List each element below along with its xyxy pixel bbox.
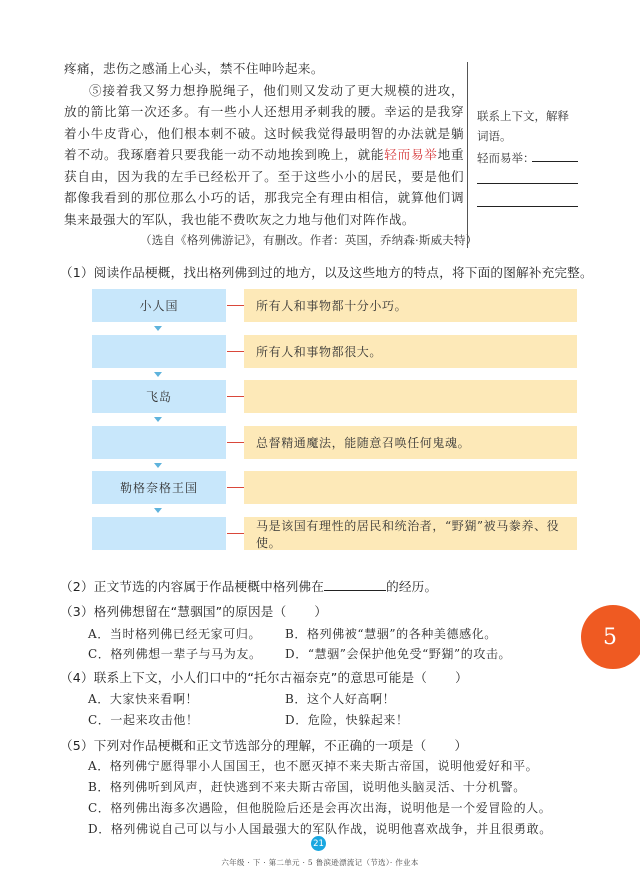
q5-option-b[interactable]: B．格列佛听到风声，赶快逃到不来夫斯古帝国，说明他头脑灵活、十分机警。 [88, 780, 526, 794]
place-box[interactable] [92, 517, 226, 550]
feature-box: 马是该国有理性的居民和统治者，“野猢”被马豢养、役使。 [244, 517, 577, 550]
question-2 [60, 576, 437, 595]
highlighted-term: 轻而易举 [384, 147, 438, 162]
q3-option-d[interactable]: D．“慧骃”会保护他免受“野猢”的攻击。 [285, 647, 512, 661]
q4-option-a[interactable]: A．大家快来看啊！ [88, 692, 199, 706]
feature-box: 总督精通魔法，能随意召唤任何鬼魂。 [244, 426, 577, 459]
place-box: 小人国 [92, 289, 226, 322]
q5-paren-close: ） [454, 738, 468, 753]
place-box[interactable] [92, 335, 226, 368]
passage-paragraph-5 [64, 80, 464, 231]
feature-box: 所有人和事物都很大。 [244, 335, 577, 368]
q3-option-c[interactable]: C．格列佛想一辈子与马为友。 [88, 647, 262, 661]
feature-box: 所有人和事物都十分小巧。 [244, 289, 577, 322]
connector-line [227, 533, 244, 534]
down-arrow-icon [154, 508, 162, 513]
q3-option-b[interactable]: B．格列佛被“慧骃”的各种美德感化。 [285, 627, 497, 641]
q4-option-d[interactable]: D．危险，快躲起来！ [285, 713, 409, 727]
vocab-instruction [477, 106, 577, 168]
answer-line[interactable] [477, 183, 578, 184]
q2-text-after: 的经历。 [386, 579, 438, 594]
page-number: 21 [311, 836, 326, 851]
reading-passage [64, 58, 464, 230]
q5-option-c[interactable]: C．格列佛出海多次遇险，但他脱险后还是会再次出海，说明他是一个爱冒险的人。 [88, 801, 552, 815]
connector-line [227, 305, 244, 306]
question-1-prompt: （1）阅读作品梗概，找出格列佛到过的地方，以及这些地方的特点，将下面的图解补充完整。 [60, 265, 593, 280]
connector-line [227, 442, 244, 443]
place-box[interactable] [92, 426, 226, 459]
answer-line[interactable] [477, 206, 578, 207]
q3-text: （3）格列佛想留在“慧骃国”的原因是（ [60, 604, 287, 619]
down-arrow-icon [154, 463, 162, 468]
vocab-sidebar [467, 62, 588, 248]
q2-text-before: （2）正文节选的内容属于作品梗概中格列佛在 [60, 579, 325, 594]
connector-line [227, 351, 244, 352]
q4-option-b[interactable]: B．这个人好高啊！ [285, 692, 396, 706]
paragraph-text: 地重获自由，因为我的左手已经松开了。至于这些小小的居民，要是他们都像我看到的那位那么小巧的话，那我完全有理由相信，就算他们调集来最强大的军队，我也能不费吹灰之力地与他们对阵作战。 [64, 147, 464, 227]
paragraph-text: ⑤接着我又努力想挣脱绳子，他们则又发动了更大规模的进攻，放的箭比第一次还多。有一些小人还想用矛刺我的腰。幸运的是我穿着小牛皮背心，他们根本刺不破。这时候我觉得最明智的办法就是躺着不动。我琢磨着只要我能一动不动地挨到晚上，就能 [64, 82, 464, 162]
question-4-prompt [60, 667, 468, 686]
down-arrow-icon [154, 417, 162, 422]
connector-line [227, 396, 244, 397]
q5-option-a[interactable]: A．格列佛宁愿得罪小人国国王，也不愿灭掉不来夫斯古帝国，说明他爱好和平。 [88, 759, 539, 773]
q5-text: （5）下列对作品梗概和正文节选部分的理解，不正确的一项是（ [60, 738, 427, 753]
page-footer: 六年级 · 下 · 第二单元 · 5 鲁滨逊漂流记（节选）· 作业本 [221, 858, 419, 867]
feature-box[interactable] [244, 471, 577, 504]
q4-paren-close: ） [455, 670, 468, 685]
passage-paragraph-4-tail: 疼痛，悲伤之感涌上心头，禁不住呻吟起来。 [64, 61, 324, 76]
place-box: 飞岛 [92, 380, 226, 413]
vocab-term: 轻而易举： [477, 151, 535, 165]
q3-paren-close: ） [314, 604, 328, 619]
question-3-prompt [60, 601, 327, 620]
q3-option-a[interactable]: A．当时格列佛已经无家可归。 [88, 627, 262, 641]
down-arrow-icon [154, 372, 162, 377]
q4-option-c[interactable]: C．一起来攻击他！ [88, 713, 199, 727]
passage-source: （选自《格列佛游记》，有删改。作者：英国，乔纳森·斯威夫特） [140, 233, 478, 247]
answer-line[interactable] [532, 161, 578, 162]
unit-badge: 5 [581, 605, 640, 669]
place-box: 勒格奈格王国 [92, 471, 226, 504]
question-5-prompt [60, 735, 467, 754]
q2-answer-blank[interactable] [324, 578, 386, 591]
down-arrow-icon [154, 326, 162, 331]
q5-option-d[interactable]: D．格列佛说自己可以与小人国最强大的军队作战，说明他喜欢战争，并且很勇敢。 [88, 822, 552, 836]
vocab-note: 联系上下文，解释词语。 [477, 109, 569, 143]
q4-text: （4）联系上下文，小人们口中的“托尔古福奈克”的意思可能是（ [60, 670, 428, 685]
feature-box[interactable] [244, 380, 577, 413]
connector-line [227, 487, 244, 488]
